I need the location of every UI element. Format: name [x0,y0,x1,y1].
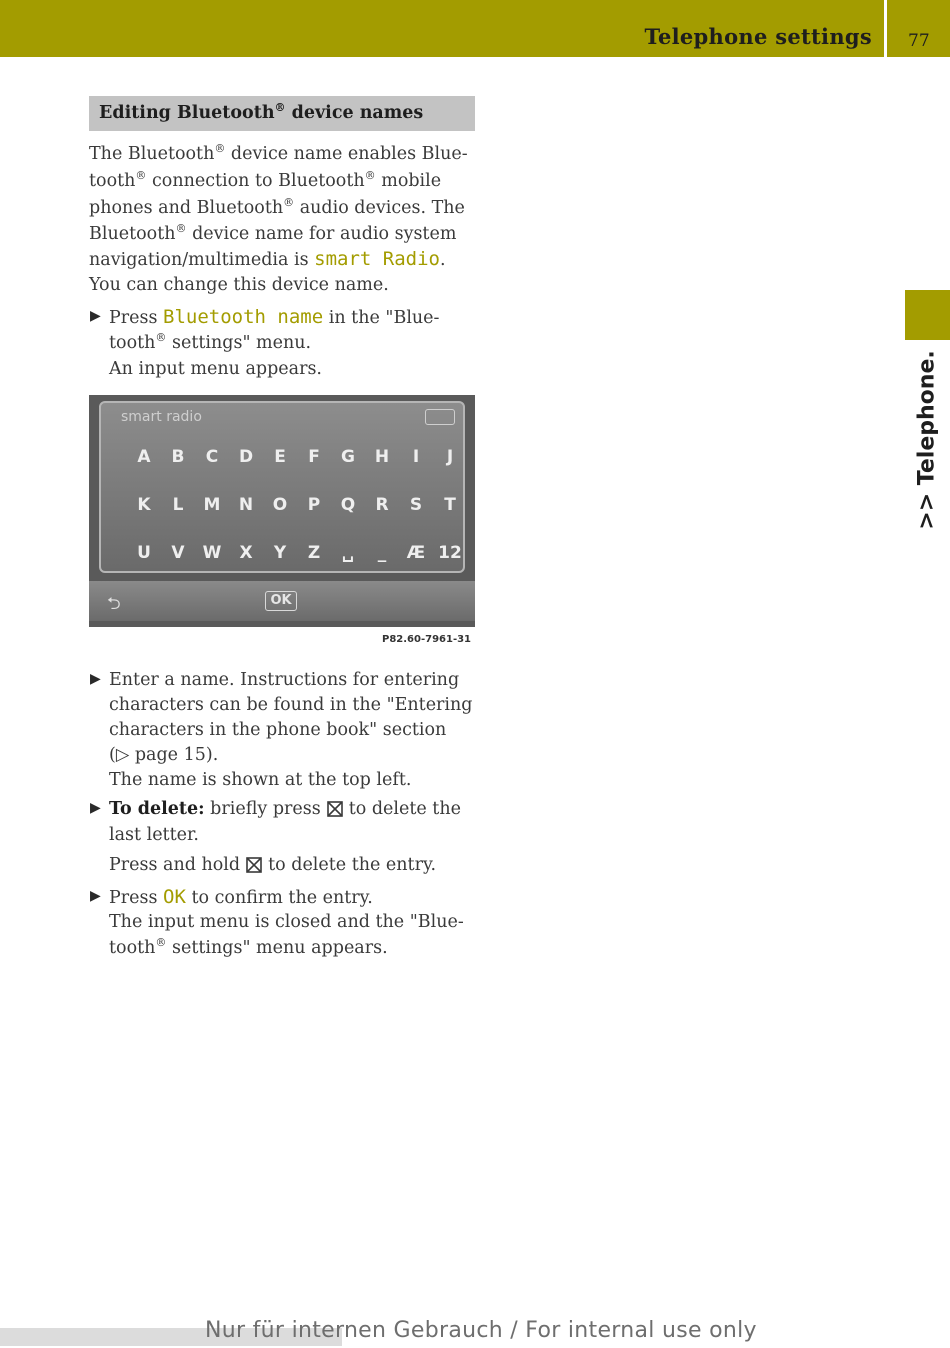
step3-line-2: last letter. [109,825,199,845]
key: Y [273,543,287,563]
text: Press [109,888,164,908]
key: H [374,447,390,467]
text: device name enables Blue- [225,144,468,164]
key: G [341,447,355,467]
key: S [409,495,423,515]
display-text-bluetooth-name: Bluetooth name [163,306,324,328]
key: 12 [438,543,462,563]
step2-line-1: Enter a name. Instructions for entering [109,670,460,690]
step1-line-3: An input menu appears. [109,359,322,379]
registered-mark: ® [175,222,187,235]
page-title: Telephone settings [644,24,872,49]
header-bar [0,0,950,57]
registered-mark: ® [283,196,295,209]
section-heading-text: Editing Bluetooth [99,103,275,123]
text: . [439,250,446,270]
delete-icon [327,801,343,817]
step2-line-3: characters in the phone book" section [109,720,447,740]
text: to delete the entry. [268,855,437,875]
intro-line-6: You can change this device name. [89,275,389,295]
registered-mark: ® [155,331,167,344]
registered-mark: ® [214,142,226,155]
ok-button-graphic: OK [265,591,297,611]
key: A [137,447,151,467]
intro-line-3 [89,195,465,223]
delete-icon [246,857,262,873]
intro-line-4 [89,221,456,249]
step4-line-2: The input menu is closed and the "Blue- [109,912,464,932]
input-menu-screenshot [89,395,475,627]
chapter-tab-marker [905,290,950,340]
keyboard-panel [99,401,465,573]
registered-mark: ® [135,169,147,182]
key-row-2 [127,495,467,515]
key: P [307,495,321,515]
key: L [172,495,184,515]
registered-mark: ® [274,101,286,114]
key: D [238,447,254,467]
key: E [274,447,286,467]
text: settings" menu appears. [166,938,388,958]
step4-line-1 [109,884,373,911]
step1-line-1 [109,304,439,331]
text: in the "Blue- [323,308,440,328]
text: briefly press [204,799,321,819]
display-text-smart-radio: smart Radio [314,248,440,270]
key-row-3 [127,543,467,563]
step2-line-5: The name is shown at the top left. [109,770,412,790]
key: Z [307,543,321,563]
step3-line-1 [109,796,461,822]
key: Æ [406,543,426,563]
delete-key-icon [425,409,455,425]
registered-mark: ® [155,936,167,949]
bullet-icon: ▶ [90,308,101,324]
header-divider [884,0,887,57]
key: V [171,543,185,563]
key: Q [340,495,356,515]
step3-line-3 [109,852,436,878]
registered-mark: ® [364,169,376,182]
key: T [444,495,456,515]
key: F [308,447,320,467]
chapter-label: >> Telephone. [914,350,940,530]
bullet-icon: ▶ [90,800,101,816]
text: audio devices. The [294,198,465,218]
name-field: smart radio [121,409,202,425]
step2-line-4: (▷ page 15). [109,745,219,765]
display-text-ok: OK [163,886,186,908]
key: I [412,447,420,467]
step2-line-2: characters can be found in the "Entering [109,695,473,715]
intro-line-5 [89,246,446,273]
text: tooth [109,333,156,353]
key: ␣ [341,543,355,563]
text: navigation/multimedia is [89,250,315,270]
back-icon: ⮌ [107,594,121,614]
text: The Bluetooth [89,144,215,164]
text: to confirm the entry. [185,888,373,908]
text: mobile [375,171,442,191]
text: device name for audio system [186,224,457,244]
key: J [446,447,454,467]
bullet-icon: ▶ [90,888,101,904]
key: O [272,495,288,515]
text: Press [109,308,164,328]
key: K [137,495,151,515]
step4-line-3 [109,935,388,963]
key: X [239,543,253,563]
key: C [205,447,219,467]
internal-use-watermark: Nur für internen Gebrauch / For internal use only [205,1318,757,1343]
key: U [137,543,151,563]
text: settings" menu. [166,333,312,353]
text: tooth [89,171,136,191]
intro-line-1 [89,141,468,169]
key-row-1 [127,447,467,467]
bullet-icon: ▶ [90,671,101,687]
text: phones and Bluetooth [89,198,284,218]
text: Bluetooth [89,224,176,244]
section-heading [89,96,475,131]
figure-reference: P82.60-7961-31 [382,634,472,645]
text: Press and hold [109,855,241,875]
key: W [202,543,222,563]
text: to delete the [348,799,461,819]
key: N [238,495,254,515]
intro-line-2 [89,168,441,196]
key: B [171,447,185,467]
label-to-delete: To delete: [109,799,205,819]
key: M [203,495,221,515]
page-number: 77 [908,31,930,51]
key: R [375,495,389,515]
text: tooth [109,938,156,958]
text: connection to Bluetooth [146,171,365,191]
step1-line-2 [109,330,311,358]
key: _ [377,543,387,563]
soft-key-bar [89,581,475,621]
section-heading-text-end: device names [285,103,424,123]
